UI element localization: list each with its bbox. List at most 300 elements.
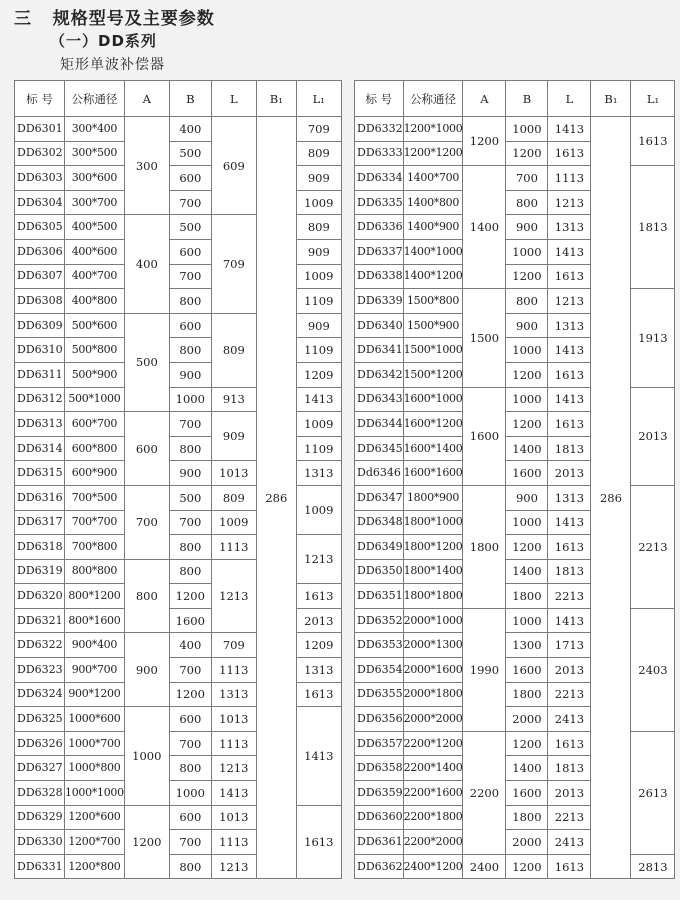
l-cell: 1613 (548, 264, 591, 289)
nominal-size-cell: 600*700 (65, 412, 125, 437)
a-cell: 2400 (463, 854, 506, 879)
b-cell: 1200 (169, 682, 211, 707)
nominal-size-cell: 2000*1800 (403, 682, 463, 707)
nominal-size-cell: 500*600 (65, 313, 125, 338)
column-header: L₁ (631, 81, 675, 117)
nominal-size-cell: 1000*600 (65, 707, 125, 732)
nominal-size-cell: 1800*900 (403, 485, 463, 510)
l1-cell: 1613 (296, 584, 341, 609)
code-cell: DD6334 (355, 166, 404, 191)
code-cell: DD6353 (355, 633, 404, 658)
code-cell: DD6308 (15, 289, 65, 314)
l-cell: 1113 (211, 830, 256, 855)
b-cell: 900 (506, 485, 548, 510)
code-cell: DD6301 (15, 117, 65, 142)
nominal-size-cell: 1500*1200 (403, 362, 463, 387)
a-cell: 1400 (463, 166, 506, 289)
l1-cell: 1209 (296, 633, 341, 658)
l1-cell: 1209 (296, 362, 341, 387)
code-cell: DD6317 (15, 510, 65, 535)
code-cell: DD6316 (15, 485, 65, 510)
l-cell: 1813 (548, 436, 591, 461)
l-cell: 1013 (211, 461, 256, 486)
code-cell: DD6329 (15, 805, 65, 830)
column-header: 标 号 (15, 81, 65, 117)
code-cell: DD6328 (15, 781, 65, 806)
b1-cell: 286 (256, 117, 296, 879)
l-cell: 709 (211, 215, 256, 313)
a-cell: 400 (124, 215, 169, 313)
nominal-size-cell: 1400*700 (403, 166, 463, 191)
l-cell: 1113 (548, 166, 591, 191)
column-header: B (169, 81, 211, 117)
b-cell: 1200 (506, 731, 548, 756)
nominal-size-cell: 1400*800 (403, 190, 463, 215)
code-cell: DD6359 (355, 781, 404, 806)
nominal-size-cell: 1800*1000 (403, 510, 463, 535)
l-cell: 809 (211, 313, 256, 387)
l-cell: 2213 (548, 805, 591, 830)
nominal-size-cell: 2000*2000 (403, 707, 463, 732)
nominal-size-cell: 1400*1000 (403, 239, 463, 264)
a-cell: 1990 (463, 608, 506, 731)
b-cell: 600 (169, 166, 211, 191)
l1-cell: 809 (296, 141, 341, 166)
spec-table-left (14, 80, 342, 879)
b-cell: 700 (169, 731, 211, 756)
code-cell: DD6358 (355, 756, 404, 781)
l-cell: 1613 (548, 535, 591, 560)
code-cell: DD6362 (355, 854, 404, 879)
nominal-size-cell: 500*900 (65, 362, 125, 387)
l-cell: 1613 (548, 362, 591, 387)
code-cell: DD6325 (15, 707, 65, 732)
series-heading: （一）DD系列 (50, 32, 157, 50)
l-cell: 1413 (548, 387, 591, 412)
nominal-size-cell: 300*500 (65, 141, 125, 166)
code-cell: DD6340 (355, 313, 404, 338)
code-cell: DD6313 (15, 412, 65, 437)
l1-cell: 909 (296, 166, 341, 191)
l1-cell: 1009 (296, 264, 341, 289)
code-cell: DD6361 (355, 830, 404, 855)
l-cell: 1413 (548, 608, 591, 633)
b-cell: 1000 (506, 239, 548, 264)
a-cell: 600 (124, 412, 169, 486)
b-cell: 1600 (506, 658, 548, 683)
nominal-size-cell: 2200*1600 (403, 781, 463, 806)
l1-cell: 709 (296, 117, 341, 142)
b-cell: 600 (169, 239, 211, 264)
nominal-size-cell: 600*800 (65, 436, 125, 461)
b-cell: 1000 (169, 781, 211, 806)
b-cell: 500 (169, 141, 211, 166)
l-cell: 909 (211, 412, 256, 461)
l-cell: 1813 (548, 559, 591, 584)
a-cell: 300 (124, 117, 169, 215)
b-cell: 900 (169, 461, 211, 486)
table-header-row (355, 81, 675, 117)
a-cell: 1800 (463, 485, 506, 608)
l1-cell: 2403 (631, 608, 675, 731)
l-cell: 1613 (548, 854, 591, 879)
b-cell: 700 (169, 264, 211, 289)
table-body (15, 117, 342, 879)
l1-cell: 1109 (296, 436, 341, 461)
b-cell: 500 (169, 215, 211, 240)
b-cell: 1200 (506, 854, 548, 879)
b-cell: 1000 (169, 387, 211, 412)
table-row (15, 117, 342, 142)
l-cell: 2213 (548, 682, 591, 707)
code-cell: DD6307 (15, 264, 65, 289)
l-cell: 2013 (548, 781, 591, 806)
code-cell: DD6319 (15, 559, 65, 584)
nominal-size-cell: 1200*700 (65, 830, 125, 855)
b-cell: 1400 (506, 559, 548, 584)
nominal-size-cell: 1200*800 (65, 854, 125, 879)
table-header-row (15, 81, 342, 117)
l-cell: 1613 (548, 731, 591, 756)
nominal-size-cell: 400*800 (65, 289, 125, 314)
code-cell: DD6318 (15, 535, 65, 560)
l-cell: 1413 (211, 781, 256, 806)
column-header: B₁ (256, 81, 296, 117)
code-cell: DD6309 (15, 313, 65, 338)
b-cell: 2000 (506, 830, 548, 855)
nominal-size-cell: 1500*800 (403, 289, 463, 314)
nominal-size-cell: 1000*700 (65, 731, 125, 756)
nominal-size-cell: 900*400 (65, 633, 125, 658)
nominal-size-cell: 1600*1200 (403, 412, 463, 437)
code-cell: DD6326 (15, 731, 65, 756)
nominal-size-cell: 1500*900 (403, 313, 463, 338)
column-header: 公称通径 (65, 81, 125, 117)
spec-table-right (354, 80, 675, 879)
b-cell: 1000 (506, 510, 548, 535)
l1-cell: 909 (296, 239, 341, 264)
code-cell: DD6330 (15, 830, 65, 855)
code-cell: DD6321 (15, 608, 65, 633)
column-header: A (124, 81, 169, 117)
b-cell: 500 (169, 485, 211, 510)
code-cell: DD6310 (15, 338, 65, 363)
b-cell: 1600 (506, 781, 548, 806)
code-cell: DD6315 (15, 461, 65, 486)
nominal-size-cell: 1400*1200 (403, 264, 463, 289)
b-cell: 1200 (506, 141, 548, 166)
l-cell: 1313 (211, 682, 256, 707)
nominal-size-cell: 400*600 (65, 239, 125, 264)
l-cell: 2213 (548, 584, 591, 609)
nominal-size-cell: 800*1600 (65, 608, 125, 633)
nominal-size-cell: 600*900 (65, 461, 125, 486)
column-header: L₁ (296, 81, 341, 117)
product-heading: 矩形单波补偿器 (60, 57, 165, 73)
section-heading: 三 规格型号及主要参数 (14, 9, 215, 29)
b-cell: 1400 (506, 756, 548, 781)
nominal-size-cell: 1800*1400 (403, 559, 463, 584)
code-cell: DD6355 (355, 682, 404, 707)
l1-cell: 2213 (631, 485, 675, 608)
b-cell: 800 (506, 190, 548, 215)
column-header: B₁ (591, 81, 631, 117)
code-cell: DD6331 (15, 854, 65, 879)
b-cell: 700 (169, 412, 211, 437)
b-cell: 900 (169, 362, 211, 387)
b-cell: 400 (169, 117, 211, 142)
l-cell: 1013 (211, 707, 256, 732)
l1-cell: 1009 (296, 485, 341, 534)
nominal-size-cell: 2200*2000 (403, 830, 463, 855)
l1-cell: 1213 (296, 535, 341, 584)
nominal-size-cell: 1200*600 (65, 805, 125, 830)
l-cell: 1713 (548, 633, 591, 658)
nominal-size-cell: 700*500 (65, 485, 125, 510)
l-cell: 1613 (548, 141, 591, 166)
nominal-size-cell: 2000*1600 (403, 658, 463, 683)
nominal-size-cell: 2000*1300 (403, 633, 463, 658)
code-cell: Dd6346 (355, 461, 404, 486)
l1-cell: 909 (296, 313, 341, 338)
column-header: 标 号 (355, 81, 404, 117)
l1-cell: 1313 (296, 461, 341, 486)
a-cell: 1000 (124, 707, 169, 805)
nominal-size-cell: 400*500 (65, 215, 125, 240)
l-cell: 1313 (548, 485, 591, 510)
b-cell: 600 (169, 313, 211, 338)
code-cell: DD6343 (355, 387, 404, 412)
b-cell: 1000 (506, 117, 548, 142)
table-body (355, 117, 675, 879)
l-cell: 2013 (548, 461, 591, 486)
code-cell: DD6357 (355, 731, 404, 756)
code-cell: DD6342 (355, 362, 404, 387)
code-cell: DD6304 (15, 190, 65, 215)
l-cell: 1213 (211, 756, 256, 781)
nominal-size-cell: 2000*1000 (403, 608, 463, 633)
code-cell: DD6324 (15, 682, 65, 707)
b-cell: 700 (169, 190, 211, 215)
nominal-size-cell: 1600*1600 (403, 461, 463, 486)
code-cell: DD6312 (15, 387, 65, 412)
nominal-size-cell: 1200*1200 (403, 141, 463, 166)
a-cell: 2200 (463, 731, 506, 854)
l-cell: 1313 (548, 215, 591, 240)
b-cell: 1000 (506, 338, 548, 363)
l1-cell: 2013 (296, 608, 341, 633)
nominal-size-cell: 2200*1800 (403, 805, 463, 830)
b-cell: 800 (506, 289, 548, 314)
code-cell: DD6345 (355, 436, 404, 461)
code-cell: DD6356 (355, 707, 404, 732)
l-cell: 1013 (211, 805, 256, 830)
l-cell: 2413 (548, 830, 591, 855)
a-cell: 700 (124, 485, 169, 559)
a-cell: 1600 (463, 387, 506, 485)
l-cell: 1113 (211, 535, 256, 560)
code-cell: DD6344 (355, 412, 404, 437)
code-cell: DD6352 (355, 608, 404, 633)
l-cell: 1113 (211, 731, 256, 756)
b-cell: 1300 (506, 633, 548, 658)
a-cell: 1200 (124, 805, 169, 879)
l-cell: 1313 (548, 313, 591, 338)
b-cell: 1800 (506, 805, 548, 830)
code-cell: DD6348 (355, 510, 404, 535)
a-cell: 1200 (463, 117, 506, 166)
column-header: 公称通径 (403, 81, 463, 117)
b-cell: 700 (506, 166, 548, 191)
column-header: L (548, 81, 591, 117)
nominal-size-cell: 1800*1200 (403, 535, 463, 560)
l1-cell: 1009 (296, 190, 341, 215)
l1-cell: 1413 (296, 387, 341, 412)
nominal-size-cell: 2200*1400 (403, 756, 463, 781)
column-header: L (211, 81, 256, 117)
code-cell: DD6341 (355, 338, 404, 363)
l1-cell: 1413 (296, 707, 341, 805)
code-cell: DD6327 (15, 756, 65, 781)
b-cell: 700 (169, 510, 211, 535)
a-cell: 800 (124, 559, 169, 633)
nominal-size-cell: 1500*1000 (403, 338, 463, 363)
b-cell: 900 (506, 313, 548, 338)
code-cell: DD6338 (355, 264, 404, 289)
nominal-size-cell: 1000*1000 (65, 781, 125, 806)
code-cell: DD6339 (355, 289, 404, 314)
code-cell: DD6303 (15, 166, 65, 191)
nominal-size-cell: 1200*1000 (403, 117, 463, 142)
nominal-size-cell: 1000*800 (65, 756, 125, 781)
b-cell: 1200 (506, 412, 548, 437)
column-header: A (463, 81, 506, 117)
l1-cell: 2013 (631, 387, 675, 485)
l1-cell: 1613 (631, 117, 675, 166)
code-cell: DD6354 (355, 658, 404, 683)
l1-cell: 2613 (631, 731, 675, 854)
l-cell: 1413 (548, 239, 591, 264)
l-cell: 1813 (548, 756, 591, 781)
l-cell: 2413 (548, 707, 591, 732)
nominal-size-cell: 900*1200 (65, 682, 125, 707)
nominal-size-cell: 500*1000 (65, 387, 125, 412)
b-cell: 800 (169, 338, 211, 363)
code-cell: DD6314 (15, 436, 65, 461)
b-cell: 800 (169, 559, 211, 584)
l-cell: 1213 (548, 289, 591, 314)
code-cell: DD6332 (355, 117, 404, 142)
nominal-size-cell: 2200*1200 (403, 731, 463, 756)
l1-cell: 1913 (631, 289, 675, 387)
nominal-size-cell: 1600*1000 (403, 387, 463, 412)
code-cell: DD6306 (15, 239, 65, 264)
code-cell: DD6347 (355, 485, 404, 510)
nominal-size-cell: 800*1200 (65, 584, 125, 609)
b-cell: 1200 (506, 264, 548, 289)
code-cell: DD6302 (15, 141, 65, 166)
b-cell: 400 (169, 633, 211, 658)
nominal-size-cell: 900*700 (65, 658, 125, 683)
nominal-size-cell: 800*800 (65, 559, 125, 584)
l-cell: 1213 (211, 559, 256, 633)
nominal-size-cell: 700*700 (65, 510, 125, 535)
code-cell: DD6335 (355, 190, 404, 215)
l-cell: 1113 (211, 658, 256, 683)
l-cell: 1213 (548, 190, 591, 215)
table-row (355, 117, 675, 142)
b-cell: 700 (169, 658, 211, 683)
l1-cell: 1813 (631, 166, 675, 289)
nominal-size-cell: 400*700 (65, 264, 125, 289)
b-cell: 600 (169, 707, 211, 732)
l-cell: 1413 (548, 117, 591, 142)
b-cell: 800 (169, 436, 211, 461)
a-cell: 500 (124, 313, 169, 411)
b-cell: 1400 (506, 436, 548, 461)
b-cell: 1200 (169, 584, 211, 609)
l1-cell: 1109 (296, 289, 341, 314)
l-cell: 1009 (211, 510, 256, 535)
nominal-size-cell: 300*600 (65, 166, 125, 191)
l1-cell: 1109 (296, 338, 341, 363)
b-cell: 1200 (506, 535, 548, 560)
code-cell: DD6323 (15, 658, 65, 683)
b-cell: 800 (169, 756, 211, 781)
l1-cell: 809 (296, 215, 341, 240)
nominal-size-cell: 300*400 (65, 117, 125, 142)
l-cell: 809 (211, 485, 256, 510)
nominal-size-cell: 300*700 (65, 190, 125, 215)
code-cell: DD6320 (15, 584, 65, 609)
b-cell: 1000 (506, 608, 548, 633)
l-cell: 1413 (548, 338, 591, 363)
b1-cell: 286 (591, 117, 631, 879)
b-cell: 1800 (506, 682, 548, 707)
b-cell: 600 (169, 805, 211, 830)
code-cell: DD6333 (355, 141, 404, 166)
b-cell: 800 (169, 535, 211, 560)
nominal-size-cell: 2400*1200 (403, 854, 463, 879)
nominal-size-cell: 500*800 (65, 338, 125, 363)
nominal-size-cell: 1600*1400 (403, 436, 463, 461)
l1-cell: 1613 (296, 682, 341, 707)
a-cell: 1500 (463, 289, 506, 387)
code-cell: DD6360 (355, 805, 404, 830)
b-cell: 1000 (506, 387, 548, 412)
nominal-size-cell: 1400*900 (403, 215, 463, 240)
code-cell: DD6350 (355, 559, 404, 584)
l1-cell: 1313 (296, 658, 341, 683)
l1-cell: 1009 (296, 412, 341, 437)
code-cell: DD6311 (15, 362, 65, 387)
b-cell: 1800 (506, 584, 548, 609)
l-cell: 2013 (548, 658, 591, 683)
l1-cell: 1613 (296, 805, 341, 879)
b-cell: 2000 (506, 707, 548, 732)
code-cell: DD6351 (355, 584, 404, 609)
code-cell: DD6349 (355, 535, 404, 560)
l-cell: 1613 (548, 412, 591, 437)
b-cell: 700 (169, 830, 211, 855)
l-cell: 913 (211, 387, 256, 412)
b-cell: 900 (506, 215, 548, 240)
code-cell: DD6336 (355, 215, 404, 240)
b-cell: 1600 (506, 461, 548, 486)
nominal-size-cell: 1800*1800 (403, 584, 463, 609)
b-cell: 1600 (169, 608, 211, 633)
code-cell: DD6305 (15, 215, 65, 240)
